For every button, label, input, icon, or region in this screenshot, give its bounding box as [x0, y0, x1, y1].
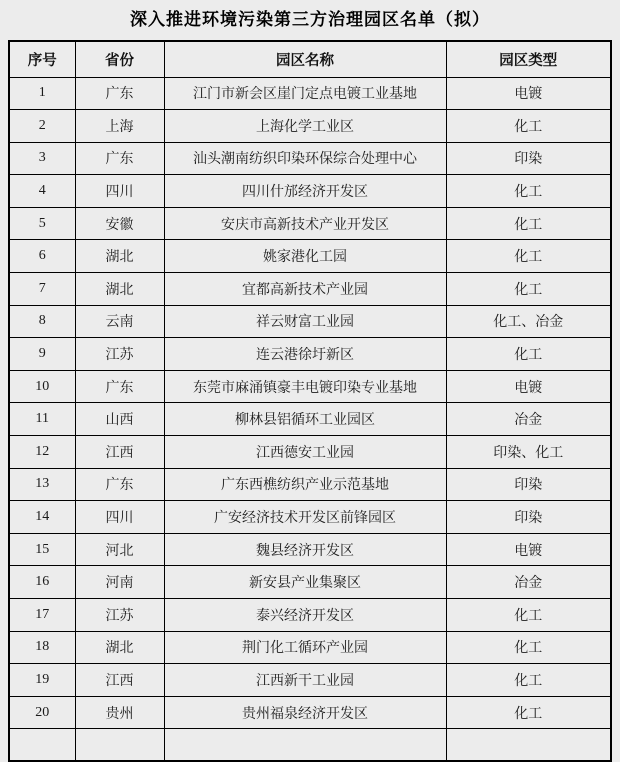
cell-province: 江西 [75, 664, 164, 697]
cell-index: 14 [9, 501, 75, 534]
cell-province: 广东 [75, 468, 164, 501]
cell-park-type: 印染 [446, 501, 611, 534]
cell-index: 6 [9, 240, 75, 273]
cell-park-type: 化工 [446, 110, 611, 143]
cell-index: 16 [9, 566, 75, 599]
cell-park-name: 泰兴经济开发区 [164, 599, 446, 632]
cell-province: 四川 [75, 501, 164, 534]
cell-park-type: 冶金 [446, 566, 611, 599]
table-row [9, 370, 611, 403]
parks-table [8, 40, 612, 762]
cell-park-type: 化工 [446, 631, 611, 664]
cell-province: 上海 [75, 110, 164, 143]
cell-park-name: 江西德安工业园 [164, 436, 446, 469]
table-body [9, 77, 611, 761]
cell-index: 18 [9, 631, 75, 664]
cell-province [75, 729, 164, 762]
table-header-row [9, 41, 611, 77]
cell-park-name: 新安县产业集聚区 [164, 566, 446, 599]
cell-park-name: 连云港徐圩新区 [164, 338, 446, 371]
cell-index: 12 [9, 436, 75, 469]
table-row [9, 468, 611, 501]
cell-park-type: 化工 [446, 273, 611, 306]
cell-province: 湖北 [75, 240, 164, 273]
cell-park-name: 广东西樵纺织产业示范基地 [164, 468, 446, 501]
cell-park-type: 化工 [446, 175, 611, 208]
cell-province: 湖北 [75, 631, 164, 664]
cell-park-name: 贵州福泉经济开发区 [164, 696, 446, 729]
table-row [9, 403, 611, 436]
cell-park-name [164, 729, 446, 762]
cell-province: 广东 [75, 142, 164, 175]
cell-park-name: 祥云财富工业园 [164, 305, 446, 338]
cell-park-type: 化工 [446, 664, 611, 697]
cell-park-type: 电镀 [446, 533, 611, 566]
cell-park-type: 化工 [446, 240, 611, 273]
cell-park-name: 柳林县铝循环工业园区 [164, 403, 446, 436]
cell-province: 江西 [75, 436, 164, 469]
column-header-park-type: 园区类型 [446, 41, 611, 77]
cell-park-name: 汕头潮南纺织印染环保综合处理中心 [164, 142, 446, 175]
table-row [9, 175, 611, 208]
cell-park-name: 江门市新会区崖门定点电镀工业基地 [164, 77, 446, 110]
cell-province: 山西 [75, 403, 164, 436]
cell-province: 广东 [75, 77, 164, 110]
cell-park-name: 广安经济技术开发区前锋园区 [164, 501, 446, 534]
cell-province: 贵州 [75, 696, 164, 729]
cell-index: 20 [9, 696, 75, 729]
cell-park-name: 四川什邡经济开发区 [164, 175, 446, 208]
cell-index: 17 [9, 599, 75, 632]
cell-park-type: 冶金 [446, 403, 611, 436]
cell-park-type: 化工 [446, 599, 611, 632]
cell-park-type: 电镀 [446, 77, 611, 110]
cell-index: 11 [9, 403, 75, 436]
cell-park-name: 东莞市麻涌镇豪丰电镀印染专业基地 [164, 370, 446, 403]
cell-province: 湖北 [75, 273, 164, 306]
cell-park-name: 魏县经济开发区 [164, 533, 446, 566]
table-row [9, 142, 611, 175]
cell-index: 4 [9, 175, 75, 208]
cell-park-name: 宜都高新技术产业园 [164, 273, 446, 306]
cell-park-type: 化工、冶金 [446, 305, 611, 338]
page-title: 深入推进环境污染第三方治理园区名单（拟） [130, 10, 490, 29]
cell-index: 7 [9, 273, 75, 306]
table-row [9, 436, 611, 469]
cell-province: 安徽 [75, 207, 164, 240]
cell-park-type: 印染、化工 [446, 436, 611, 469]
cell-province: 河北 [75, 533, 164, 566]
cell-province: 四川 [75, 175, 164, 208]
column-header-park-name: 园区名称 [164, 41, 446, 77]
cell-park-type: 化工 [446, 338, 611, 371]
cell-index: 10 [9, 370, 75, 403]
cell-park-name: 姚家港化工园 [164, 240, 446, 273]
table-row [9, 338, 611, 371]
cell-park-name: 江西新干工业园 [164, 664, 446, 697]
table-row [9, 631, 611, 664]
table-row [9, 77, 611, 110]
cell-index: 3 [9, 142, 75, 175]
document-page [0, 8, 620, 762]
table-row [9, 207, 611, 240]
cell-park-type: 电镀 [446, 370, 611, 403]
cell-index: 15 [9, 533, 75, 566]
table-row [9, 566, 611, 599]
cell-park-name: 上海化学工业区 [164, 110, 446, 143]
cell-park-type [446, 729, 611, 762]
cell-province: 江苏 [75, 599, 164, 632]
cell-park-name: 荆门化工循环产业园 [164, 631, 446, 664]
table-row [9, 501, 611, 534]
cell-park-type: 印染 [446, 468, 611, 501]
table-row [9, 305, 611, 338]
table-row [9, 273, 611, 306]
cell-index: 19 [9, 664, 75, 697]
cell-province: 云南 [75, 305, 164, 338]
table-row [9, 240, 611, 273]
cell-province: 江苏 [75, 338, 164, 371]
cell-park-type: 化工 [446, 696, 611, 729]
table-row [9, 696, 611, 729]
cell-index: 8 [9, 305, 75, 338]
cell-index: 1 [9, 77, 75, 110]
cell-index: 5 [9, 207, 75, 240]
table-row [9, 533, 611, 566]
column-header-index: 序号 [9, 41, 75, 77]
cell-province: 河南 [75, 566, 164, 599]
cell-province: 广东 [75, 370, 164, 403]
cell-park-type: 印染 [446, 142, 611, 175]
cell-park-name: 安庆市高新技术产业开发区 [164, 207, 446, 240]
cell-index [9, 729, 75, 762]
cell-park-type: 化工 [446, 207, 611, 240]
cell-index: 13 [9, 468, 75, 501]
table-row-partial [9, 729, 611, 762]
table-row [9, 664, 611, 697]
column-header-province: 省份 [75, 41, 164, 77]
cell-index: 9 [9, 338, 75, 371]
table-row [9, 110, 611, 143]
cell-index: 2 [9, 110, 75, 143]
table-row [9, 599, 611, 632]
